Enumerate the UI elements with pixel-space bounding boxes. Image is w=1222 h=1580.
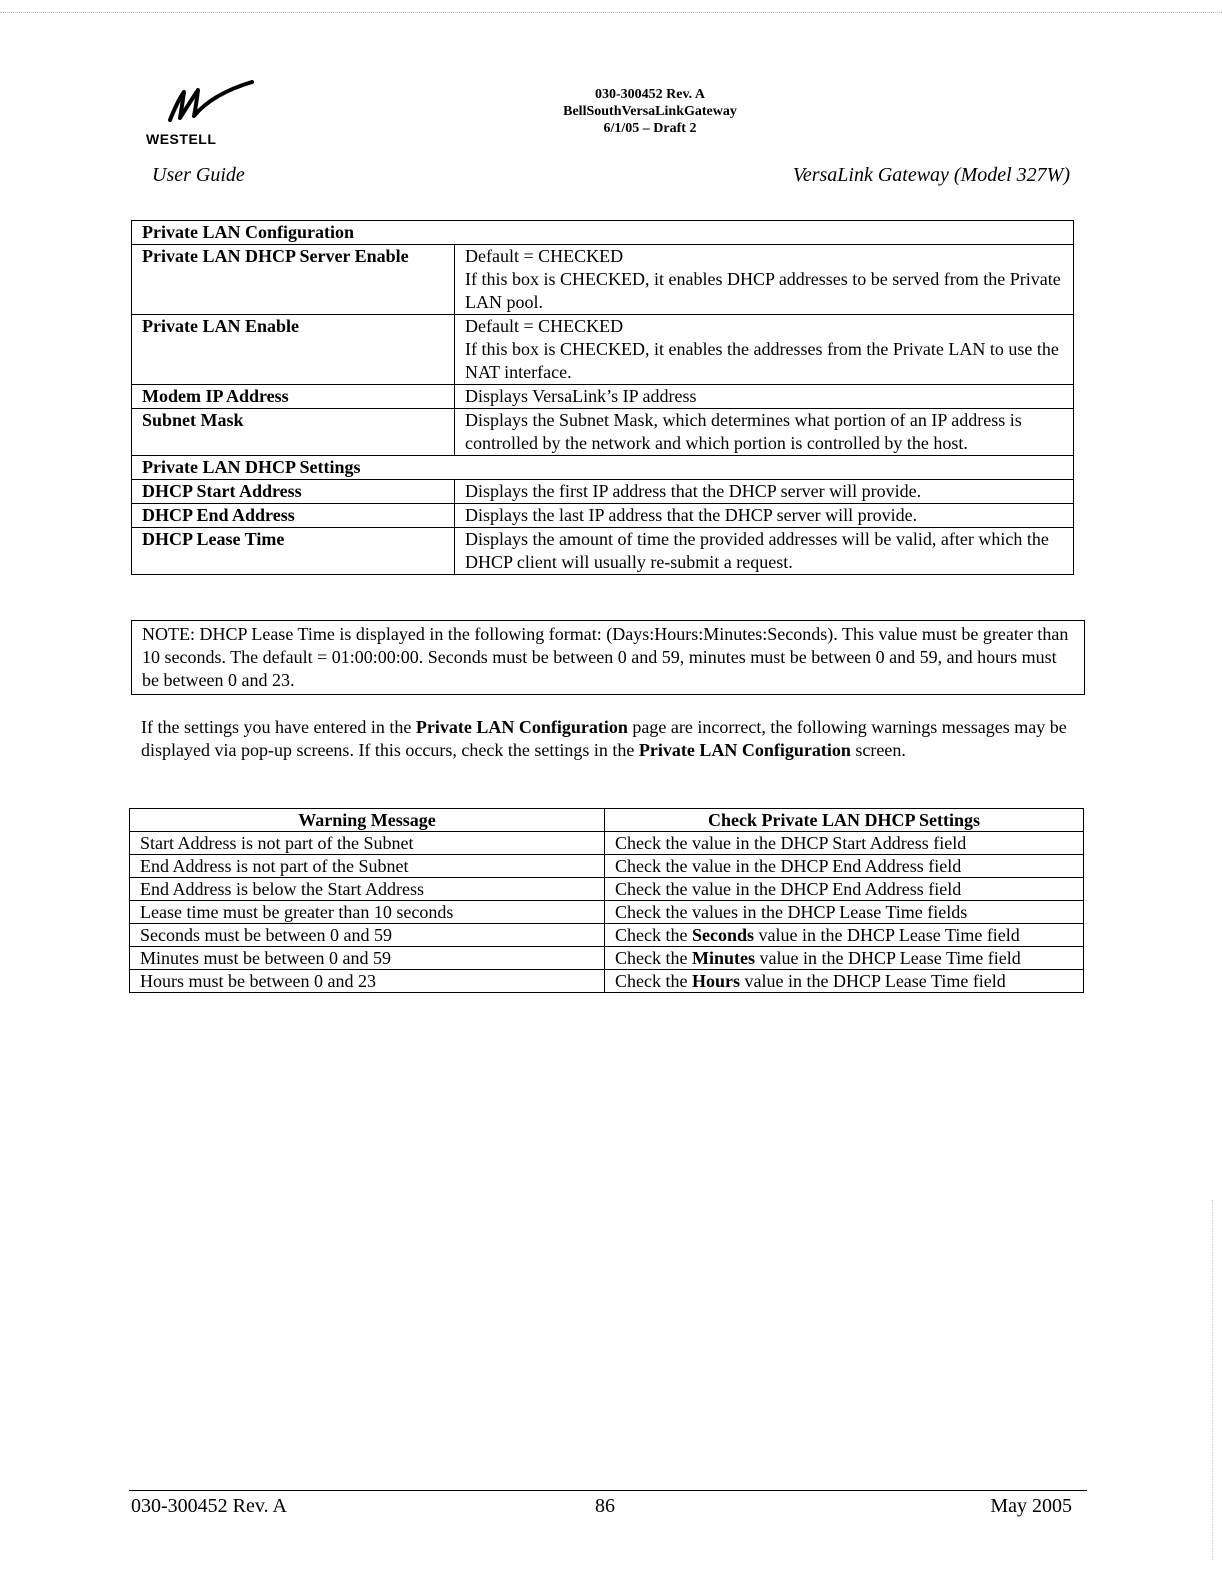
warning-message: Seconds must be between 0 and 59 bbox=[130, 924, 605, 947]
private-lan-config-table bbox=[131, 220, 1074, 575]
paragraph-bold: Private LAN Configuration bbox=[415, 717, 628, 737]
check-text: value in the DHCP Lease Time field bbox=[754, 925, 1020, 945]
field-label: Modem IP Address bbox=[132, 385, 455, 409]
field-description bbox=[455, 315, 1074, 385]
field-default: Default = CHECKED bbox=[465, 246, 624, 266]
check-setting bbox=[605, 947, 1084, 970]
field-label: Private LAN DHCP Server Enable bbox=[132, 245, 455, 315]
column-header-warning: Warning Message bbox=[130, 809, 605, 832]
paragraph-bold: Private LAN Configuration bbox=[638, 740, 851, 760]
table-row bbox=[132, 480, 1074, 504]
check-bold: Hours bbox=[691, 971, 740, 991]
field-description: Displays the last IP address that the DHCP server will provide. bbox=[455, 504, 1074, 528]
header-right-title: VersaLink Gateway (Model 327W) bbox=[792, 164, 1070, 186]
table-header-row bbox=[130, 809, 1084, 832]
header-left-title: User Guide bbox=[152, 164, 245, 186]
table-section-row bbox=[132, 221, 1074, 245]
field-default: Default = CHECKED bbox=[465, 316, 624, 336]
table-row bbox=[130, 855, 1084, 878]
field-desc-text: If this box is CHECKED, it enables the addresses from the Private LAN to use the NAT interface. bbox=[465, 339, 1059, 382]
table-row bbox=[130, 970, 1084, 993]
table-row bbox=[130, 901, 1084, 924]
section-heading: Private LAN Configuration bbox=[132, 221, 1074, 245]
check-setting: Check the values in the DHCP Lease Time fields bbox=[605, 901, 1084, 924]
paragraph-text: page are incorrect, the following warnings messages may be displayed via pop-up screens. If this occurs, check the settings in the bbox=[141, 717, 1067, 760]
scan-edge-line-right bbox=[1212, 1200, 1213, 1560]
westell-logo-icon bbox=[166, 80, 256, 130]
table-row bbox=[132, 245, 1074, 315]
westell-logo bbox=[146, 80, 266, 150]
warning-message: End Address is below the Start Address bbox=[130, 878, 605, 901]
check-setting: Check the value in the DHCP End Address field bbox=[605, 878, 1084, 901]
table-row bbox=[132, 385, 1074, 409]
warning-message: Lease time must be greater than 10 seconds bbox=[130, 901, 605, 924]
field-label: DHCP Lease Time bbox=[132, 528, 455, 575]
warning-message: Minutes must be between 0 and 59 bbox=[130, 947, 605, 970]
footer-date: May 2005 bbox=[990, 1495, 1072, 1517]
check-setting: Check the value in the DHCP End Address field bbox=[605, 855, 1084, 878]
warning-message: Hours must be between 0 and 23 bbox=[130, 970, 605, 993]
table-row bbox=[130, 947, 1084, 970]
field-description bbox=[455, 245, 1074, 315]
field-description: Displays the Subnet Mask, which determines what portion of an IP address is controlled by the network and which portion is controlled by the host. bbox=[455, 409, 1074, 456]
table-row bbox=[130, 832, 1084, 855]
field-description: Displays the first IP address that the DHCP server will provide. bbox=[455, 480, 1074, 504]
field-description: Displays the amount of time the provided addresses will be valid, after which the DHCP client will usually re-submit a request. bbox=[455, 528, 1074, 575]
paragraph-text: screen. bbox=[850, 740, 906, 760]
doc-product: BellSouthVersaLinkGateway bbox=[563, 104, 737, 119]
field-label: Private LAN Enable bbox=[132, 315, 455, 385]
doc-draft: 6/1/05 – Draft 2 bbox=[603, 121, 697, 136]
scan-edge-line bbox=[0, 12, 1222, 13]
check-setting bbox=[605, 970, 1084, 993]
field-label: DHCP End Address bbox=[132, 504, 455, 528]
check-setting bbox=[605, 924, 1084, 947]
table-row bbox=[132, 409, 1074, 456]
check-bold: Seconds bbox=[691, 925, 754, 945]
column-header-check: Check Private LAN DHCP Settings bbox=[605, 809, 1084, 832]
check-text: value in the DHCP Lease Time field bbox=[754, 948, 1021, 968]
check-bold: Minutes bbox=[691, 948, 755, 968]
field-label: Subnet Mask bbox=[132, 409, 455, 456]
warning-message: Start Address is not part of the Subnet bbox=[130, 832, 605, 855]
check-setting: Check the value in the DHCP Start Address field bbox=[605, 832, 1084, 855]
table-row bbox=[130, 924, 1084, 947]
page-number: 86 bbox=[595, 1495, 615, 1517]
check-text: value in the DHCP Lease Time field bbox=[740, 971, 1006, 991]
footer-divider bbox=[129, 1490, 1087, 1491]
field-desc-text: If this box is CHECKED, it enables DHCP addresses to be served from the Private LAN pool. bbox=[465, 269, 1061, 312]
doc-number: 030-300452 Rev. A bbox=[594, 87, 706, 102]
field-label: DHCP Start Address bbox=[132, 480, 455, 504]
table-row bbox=[132, 504, 1074, 528]
table-section-row bbox=[132, 456, 1074, 480]
warning-message: End Address is not part of the Subnet bbox=[130, 855, 605, 878]
table-row bbox=[130, 878, 1084, 901]
check-text: Check the bbox=[615, 925, 692, 945]
note-box: NOTE: DHCP Lease Time is displayed in the following format: (Days:Hours:Minutes:Seconds). This value must be greater than 10 seconds. The default = 01:00:00:00. Seconds must be between 0 and 59, minutes must be between 0 and 59, and hours must be between 0 and 23. bbox=[131, 620, 1085, 695]
footer-doc-number: 030-300452 Rev. A bbox=[131, 1495, 287, 1517]
logo-text: WESTELL bbox=[146, 131, 217, 147]
body-paragraph bbox=[141, 716, 1076, 762]
document-id-block bbox=[500, 86, 800, 137]
check-text: Check the bbox=[615, 948, 692, 968]
check-text: Check the bbox=[615, 971, 692, 991]
field-description: Displays VersaLink’s IP address bbox=[455, 385, 1074, 409]
paragraph-text: If the settings you have entered in the bbox=[141, 717, 416, 737]
table-row bbox=[132, 528, 1074, 575]
section-heading: Private LAN DHCP Settings bbox=[132, 456, 1074, 480]
table-row bbox=[132, 315, 1074, 385]
warning-messages-table bbox=[129, 808, 1084, 993]
